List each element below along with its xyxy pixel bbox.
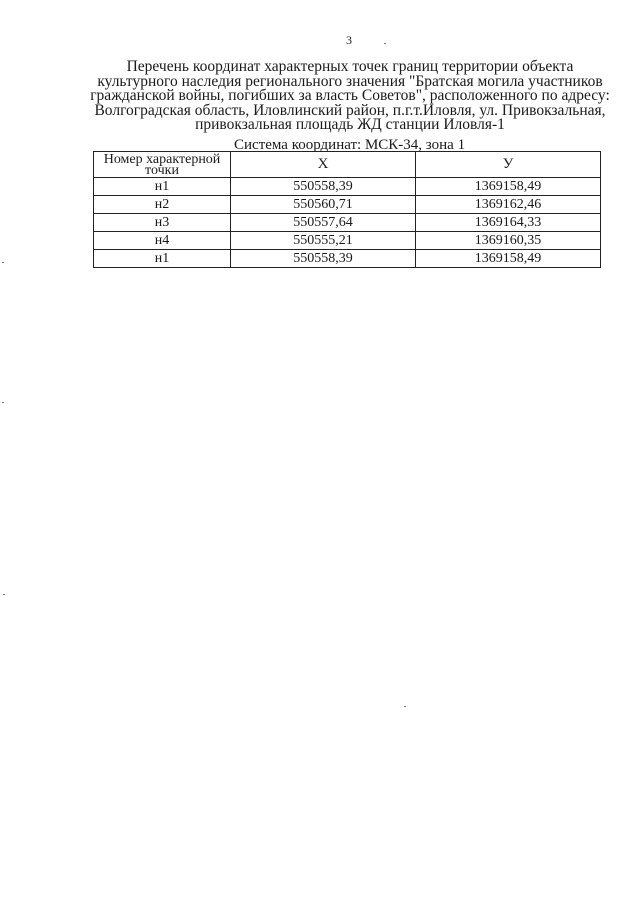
cell-x: 550558,39 bbox=[231, 250, 416, 268]
table-row bbox=[94, 214, 601, 232]
header-point-number bbox=[94, 152, 231, 178]
title-line-1: Перечень координат характерных точек границ территории объекта bbox=[126, 58, 574, 75]
page-number: 3 bbox=[346, 33, 352, 47]
cell-point: н1 bbox=[94, 178, 231, 196]
coordinates-table bbox=[93, 151, 601, 268]
title-line-5: привокзальная площадь ЖД станции Иловля-1 bbox=[195, 116, 505, 134]
document-title bbox=[60, 60, 640, 133]
header-point-line1: Номер характерной bbox=[103, 151, 221, 167]
cell-y: 1369158,49 bbox=[416, 178, 601, 196]
title-line-4: Волгоградская область, Иловлинский район, п.г.т.Иловля, ул. Привокзальная, bbox=[94, 101, 606, 119]
table-row bbox=[94, 196, 601, 214]
scan-speck bbox=[2, 262, 4, 263]
table-header-row bbox=[94, 152, 601, 178]
header-x: X bbox=[231, 152, 416, 178]
table-row bbox=[94, 178, 601, 196]
cell-y: 1369158,49 bbox=[416, 250, 601, 268]
header-point-line2: точки bbox=[145, 162, 179, 178]
cell-y: 1369160,35 bbox=[416, 232, 601, 250]
table-row bbox=[94, 250, 601, 268]
cell-point: н4 bbox=[94, 232, 231, 250]
title-line-3: гражданской войны, погибших за власть Советов", расположенного по адресу: bbox=[90, 87, 610, 105]
header-y: У bbox=[416, 152, 601, 178]
coordinate-system-label: Система координат: МСК-34, зона 1 bbox=[234, 137, 466, 153]
cell-x: 550555,21 bbox=[231, 232, 416, 250]
scan-speck bbox=[2, 402, 4, 403]
cell-point: н2 bbox=[94, 196, 231, 214]
cell-x: 550558,39 bbox=[231, 178, 416, 196]
cell-point: н1 bbox=[94, 250, 231, 268]
title-line-2: культурного наследия регионального значения "Братская могила участников bbox=[97, 72, 603, 90]
table-row bbox=[94, 232, 601, 250]
scan-speck bbox=[404, 706, 406, 707]
cell-point: н3 bbox=[94, 214, 231, 232]
cell-y: 1369164,33 bbox=[416, 214, 601, 232]
cell-x: 550560,71 bbox=[231, 196, 416, 214]
scan-speck bbox=[384, 43, 386, 44]
cell-y: 1369162,46 bbox=[416, 196, 601, 214]
scan-speck bbox=[3, 594, 5, 595]
cell-x: 550557,64 bbox=[231, 214, 416, 232]
